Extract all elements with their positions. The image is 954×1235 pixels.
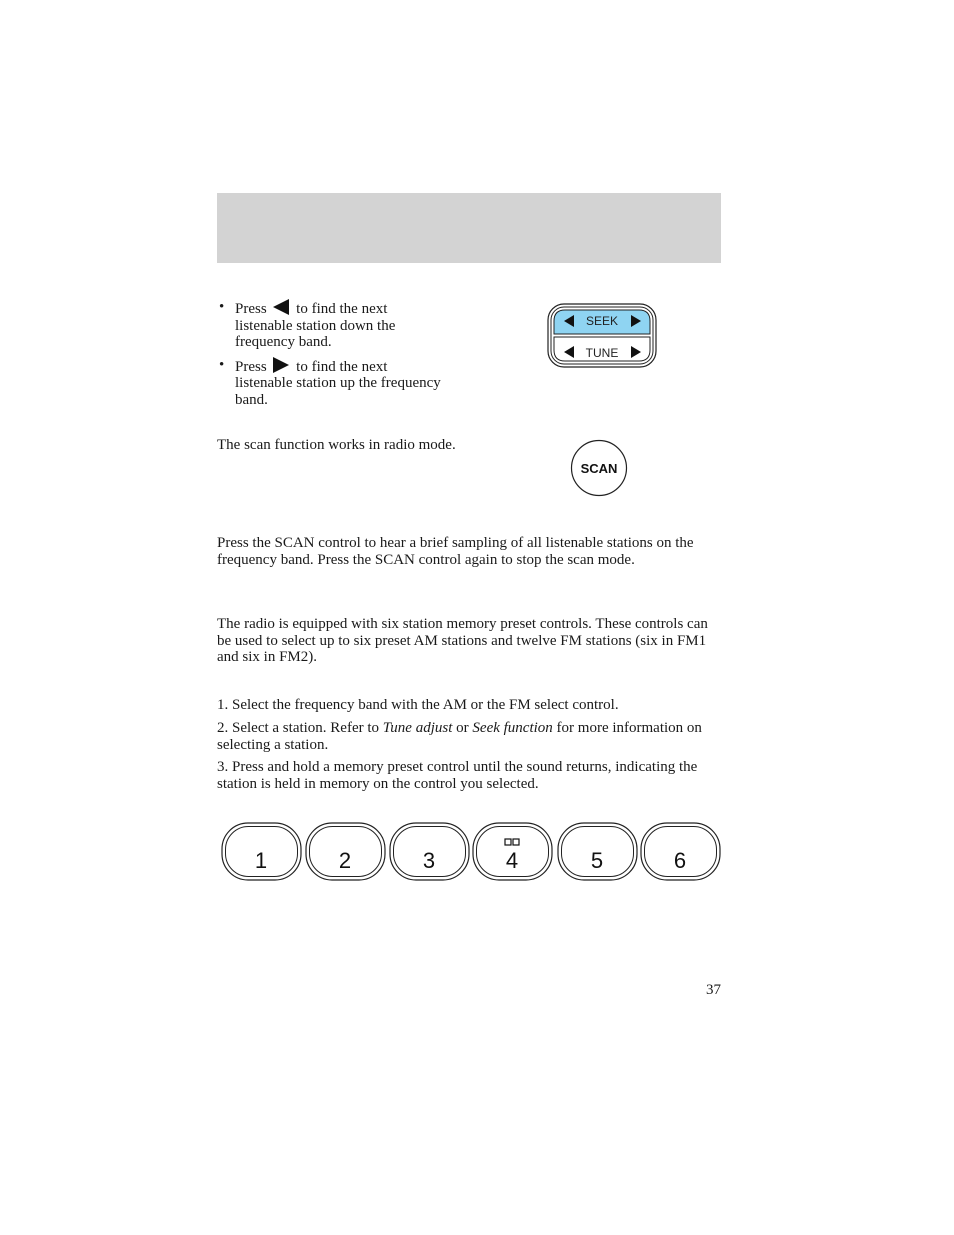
tune-label: TUNE bbox=[585, 346, 619, 360]
seek-bullet-list bbox=[217, 299, 447, 414]
seek-down-bullet bbox=[217, 299, 447, 351]
scan-label: SCAN bbox=[580, 461, 618, 476]
preset-4-label: 4 bbox=[505, 848, 519, 873]
preset-button-1[interactable] bbox=[222, 823, 301, 880]
step-2-or: or bbox=[456, 720, 469, 736]
preset-buttons bbox=[220, 821, 724, 883]
seek-down-text: to find the next listenable station down the frequency band. bbox=[235, 301, 396, 350]
scan-body: Press the SCAN control to hear a brief sampling of all listenable stations on the frequency band. Press the SCAN control again to stop the scan mode. bbox=[217, 535, 694, 568]
step-2-end: for more information on selecting a station. bbox=[217, 720, 702, 753]
header-band bbox=[217, 193, 721, 263]
step-2-start: 2. Select a station. Refer to bbox=[217, 720, 380, 736]
seek-label: SEEK bbox=[585, 314, 619, 328]
preset-button-5[interactable] bbox=[558, 823, 637, 880]
press-label: Press bbox=[235, 301, 267, 317]
preset-1-label: 1 bbox=[254, 848, 268, 873]
preset-6-label: 6 bbox=[673, 848, 687, 873]
scan-button[interactable] bbox=[569, 439, 629, 499]
step-3: 3. Press and hold a memory preset control until the sound returns, indicating the station is held in memory on the control you selected. bbox=[217, 759, 698, 792]
preset-2-label: 2 bbox=[338, 848, 352, 873]
seek-function-ref: Seek function bbox=[472, 720, 553, 736]
preset-button-3[interactable] bbox=[390, 823, 469, 880]
scan-intro: The scan function works in radio mode. bbox=[217, 437, 456, 453]
preset-button-4[interactable] bbox=[473, 823, 552, 880]
right-triangle-icon bbox=[272, 357, 290, 373]
seek-up-bullet bbox=[217, 357, 447, 409]
seek-up-text: to find the next listenable station up the frequency band. bbox=[235, 358, 441, 408]
step-1: 1. Select the frequency band with the AM or the FM select control. bbox=[217, 697, 619, 713]
preset-5-label: 5 bbox=[590, 848, 604, 873]
tune-adjust-ref: Tune adjust bbox=[382, 720, 453, 736]
preset-3-label: 3 bbox=[422, 848, 436, 873]
seek-tune-control bbox=[546, 302, 660, 370]
step-2 bbox=[217, 720, 721, 753]
preset-button-6[interactable] bbox=[641, 823, 720, 880]
preset-button-2[interactable] bbox=[306, 823, 385, 880]
preset-body: The radio is equipped with six station memory preset controls. These controls can be used to select up to six preset AM stations and twelve FM stations (six in FM1 and six in FM2). bbox=[217, 616, 708, 665]
left-triangle-icon bbox=[272, 299, 290, 315]
press-label: Press bbox=[235, 358, 267, 375]
page-number: 37 bbox=[706, 982, 721, 998]
